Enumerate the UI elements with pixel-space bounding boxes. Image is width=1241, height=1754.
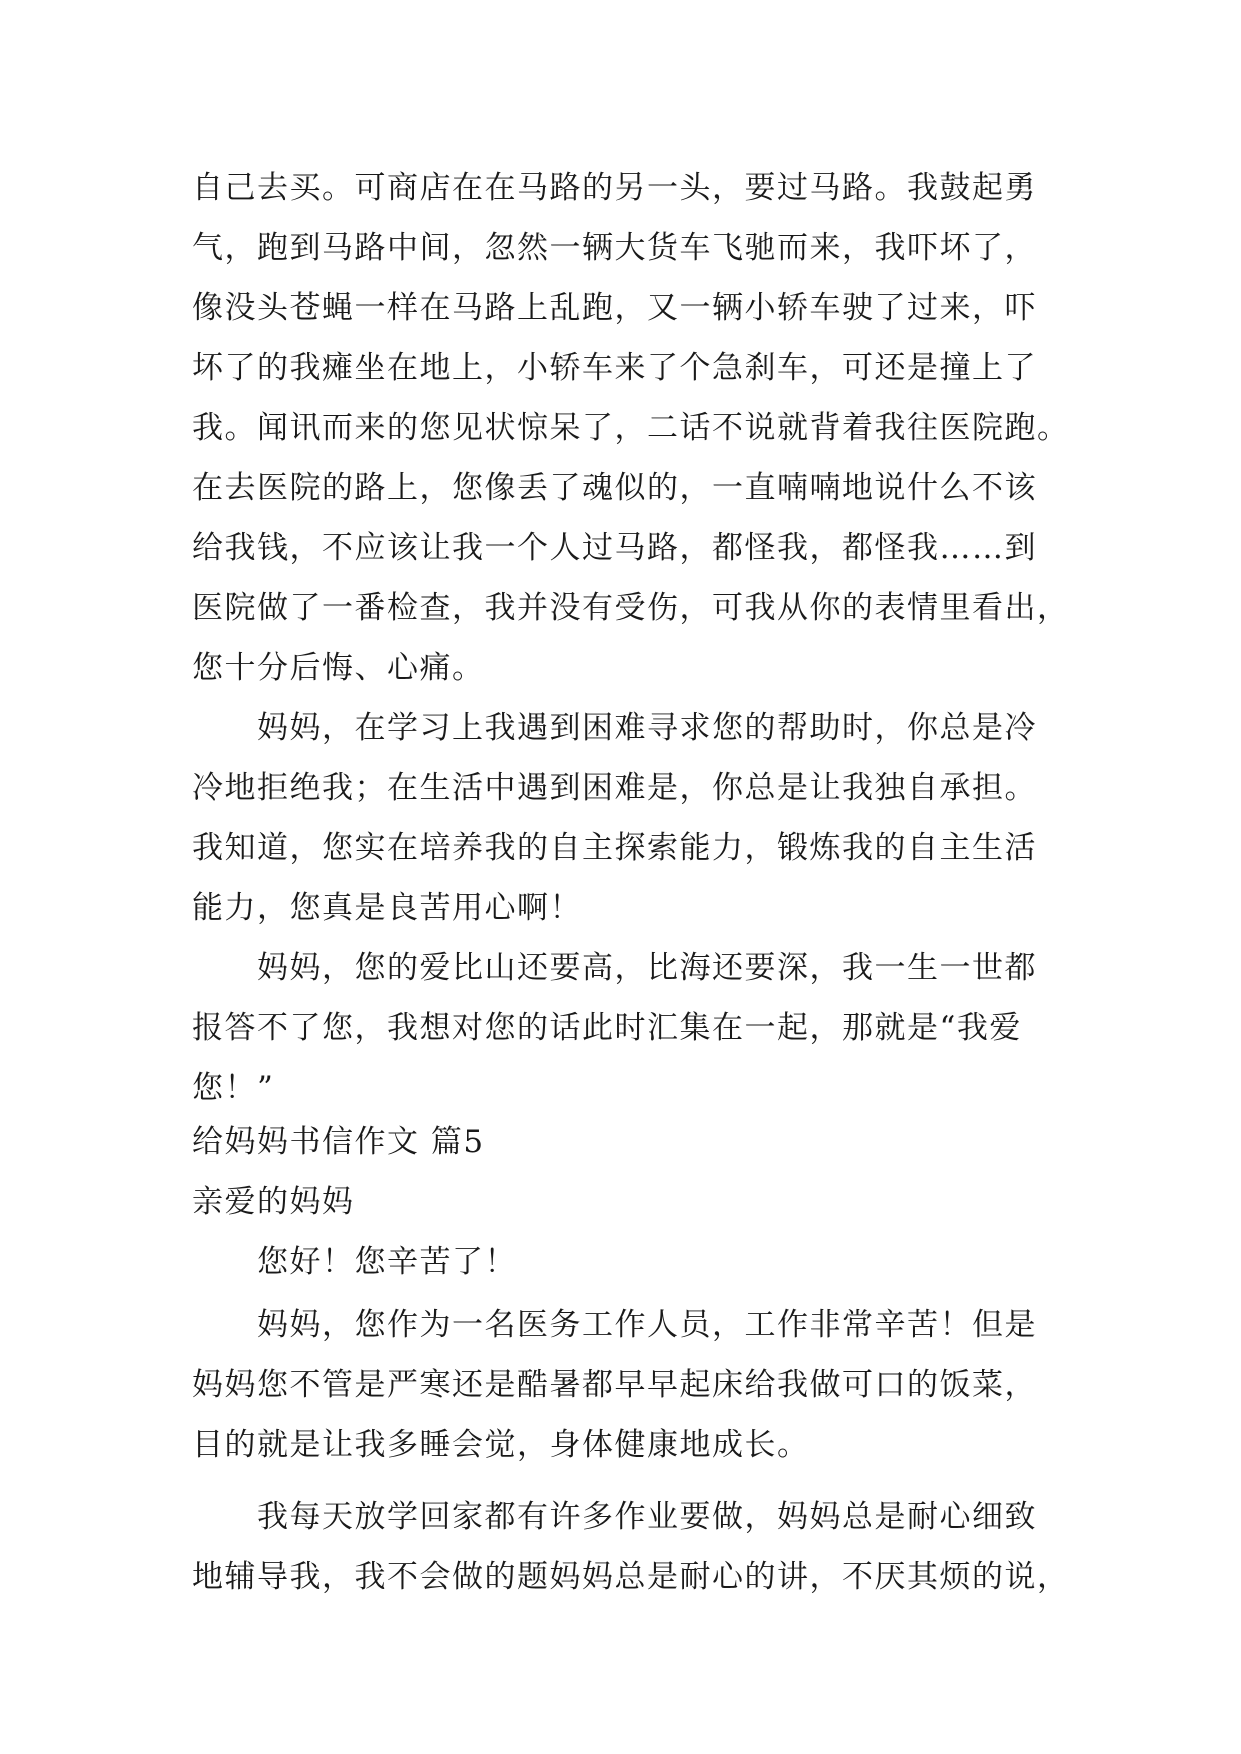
- section-heading: 给妈妈书信作文 篇5: [192, 1124, 485, 1160]
- text-line: 地辅导我，我不会做的题妈妈总是耐心的讲，不厌其烦的说，: [192, 1559, 1070, 1595]
- text-line: 我每天放学回家都有许多作业要做，妈妈总是耐心细致: [257, 1499, 1037, 1535]
- text-line: 气，跑到马路中间，忽然一辆大货车飞驰而来，我吓坏了，: [192, 230, 1037, 266]
- text-line: 我知道，您实在培养我的自主探索能力，锻炼我的自主生活: [192, 830, 1037, 866]
- text-line: 能力，您真是良苦用心啊！: [192, 890, 582, 926]
- text-line: 我。闻讯而来的您见状惊呆了，二话不说就背着我往医院跑。: [192, 410, 1070, 446]
- text-line: 在去医院的路上，您像丢了魂似的，一直喃喃地说什么不该: [192, 470, 1037, 506]
- text-line: 坏了的我瘫坐在地上，小轿车来了个急刹车，可还是撞上了: [192, 350, 1037, 386]
- text-line: 给我钱，不应该让我一个人过马路，都怪我，都怪我……到: [192, 530, 1037, 566]
- text-line: 妈妈您不管是严寒还是酷暑都早早起床给我做可口的饭菜，: [192, 1367, 1037, 1403]
- salutation: 亲爱的妈妈: [192, 1184, 355, 1220]
- text-line: 您好！您辛苦了！: [257, 1244, 517, 1280]
- text-line: 目的就是让我多睡会觉，身体健康地成长。: [192, 1427, 810, 1463]
- text-line: 冷地拒绝我；在生活中遇到困难是，你总是让我独自承担。: [192, 770, 1037, 806]
- text-line: 您十分后悔、心痛。: [192, 650, 485, 686]
- text-line: 妈妈，您的爱比山还要高，比海还要深，我一生一世都: [257, 950, 1037, 986]
- text-line: 妈妈，您作为一名医务工作人员，工作非常辛苦！但是: [257, 1307, 1037, 1343]
- text-line: 自己去买。可商店在在马路的另一头，要过马路。我鼓起勇: [192, 170, 1037, 206]
- text-line: 妈妈，在学习上我遇到困难寻求您的帮助时，你总是冷: [257, 710, 1037, 746]
- text-line: 报答不了您，我想对您的话此时汇集在一起，那就是“我爱: [192, 1010, 1022, 1046]
- text-line: 像没头苍蝇一样在马路上乱跑，又一辆小轿车驶了过来，吓: [192, 290, 1037, 326]
- text-line: 您！”: [192, 1070, 275, 1106]
- text-line: 医院做了一番检查，我并没有受伤，可我从你的表情里看出，: [192, 590, 1070, 626]
